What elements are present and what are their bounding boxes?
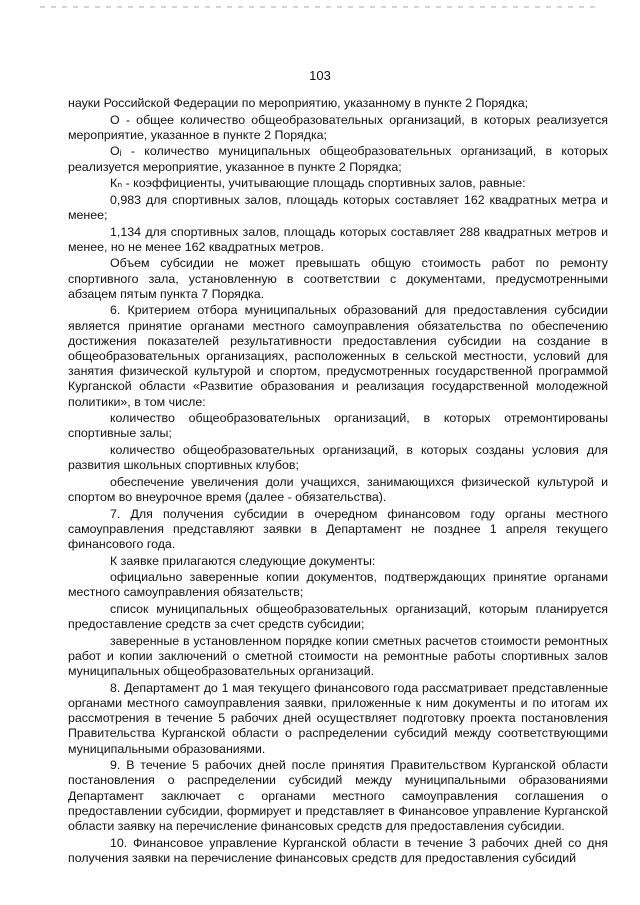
paragraph: официально заверенные копии документов, подтверждающих принятие органами местного самоуправления обязательств; xyxy=(68,570,608,600)
paragraph: 8. Департамент до 1 мая текущего финансового года рассматривает представленные органами местного самоуправления заявки, приложенные к ним документы и по итогам их рассмотрения в течение 5 рабочих дней осуществляет подготовку проекта постановления Правительства Курганской области о распределении субсидий между соответствующими муниципальными образованиями. xyxy=(68,680,608,756)
scan-artifact-line xyxy=(40,6,600,8)
paragraph: Оᵢ - количество муниципальных общеобразовательных организаций, в которых реализуется мероприятие, указанное в пункте 2 Порядка; xyxy=(68,144,608,174)
paragraph: обеспечение увеличения доли учащихся, занимающихся физической культурой и спортом во внеурочное время (далее - обязательства). xyxy=(68,474,608,504)
paragraph: список муниципальных общеобразовательных организаций, которым планируется предоставление средств за счет средств субсидии; xyxy=(68,601,608,632)
paragraph: 10. Финансовое управление Курганской области в течение 3 рабочих дней со дня получения заявки на перечисление финансовых средств для предоставления субсидий xyxy=(68,835,608,865)
paragraph: количество общеобразовательных организаций, в которых созданы условия для развития школьных спортивных клубов; xyxy=(68,442,608,473)
paragraph: 0,983 для спортивных залов, площадь которых составляет 162 квадратных метра и менее; xyxy=(68,192,608,222)
paragraph: 7. Для получения субсидии в очередном финансовом году органы местного самоуправления представляют заявки в Департамент не позднее 1 апреля текущего финансового года. xyxy=(68,506,608,551)
paragraph: 9. В течение 5 рабочих дней после принятия Правительством Курганской области постановления о распределении субсидий между муниципальными образованиями Департамент заключает с органами местного самоуправления соглашения о предоставлении субсидии, формирует и представляет в Финансовое управление Курганской области заявку на перечисление финансовых средств для предоставления субсидии. xyxy=(68,758,608,833)
paragraph: науки Российской Федерации по мероприятию, указанному в пункте 2 Порядка; xyxy=(68,96,529,110)
paragraph: 1,134 для спортивных залов, площадь которых составляет 288 квадратных метров и менее, но не менее 162 квадратных метров. xyxy=(68,224,608,254)
document-body xyxy=(68,96,608,867)
paragraph: Кₙ - коэффициенты, учитывающие площадь спортивных залов, равные: xyxy=(110,176,526,191)
paragraph: К заявке прилагаются следующие документы: xyxy=(110,553,376,568)
paragraph: количество общеобразовательных организаций, в которых отремонтированы спортивные залы; xyxy=(68,411,608,441)
paragraph: заверенные в установленном порядке копии сметных расчетов стоимости ремонтных работ и копии заключений о сметной стоимости на ремонтные работы спортивных залов муниципальных общеобразовательных организаций. xyxy=(68,633,608,679)
paragraph: О - общее количество общеобразовательных организаций, в которых реализуется мероприятие, указанное в пункте 2 Порядка; xyxy=(68,112,608,142)
page-number: 103 xyxy=(309,68,331,83)
paragraph: 6. Критерием отбора муниципальных образований для предоставления субсидии является принятие органами местного самоуправления обязательства по обеспечению достижения показателей результативности предоставления субсидии на создание в общеобразовательных организациях, расположенных в сельской местности, условий для занятия физической культурой и спортом, предусмотренных государственной программой Курганской области «Развитие образования и реализация государственной молодежной политики», в том числе: xyxy=(68,303,608,409)
paragraph: Объем субсидии не может превышать общую стоимость работ по ремонту спортивного зала, установленную в соответствии с документами, предусмотренными абзацем пятым пункта 7 Порядка. xyxy=(68,256,608,301)
